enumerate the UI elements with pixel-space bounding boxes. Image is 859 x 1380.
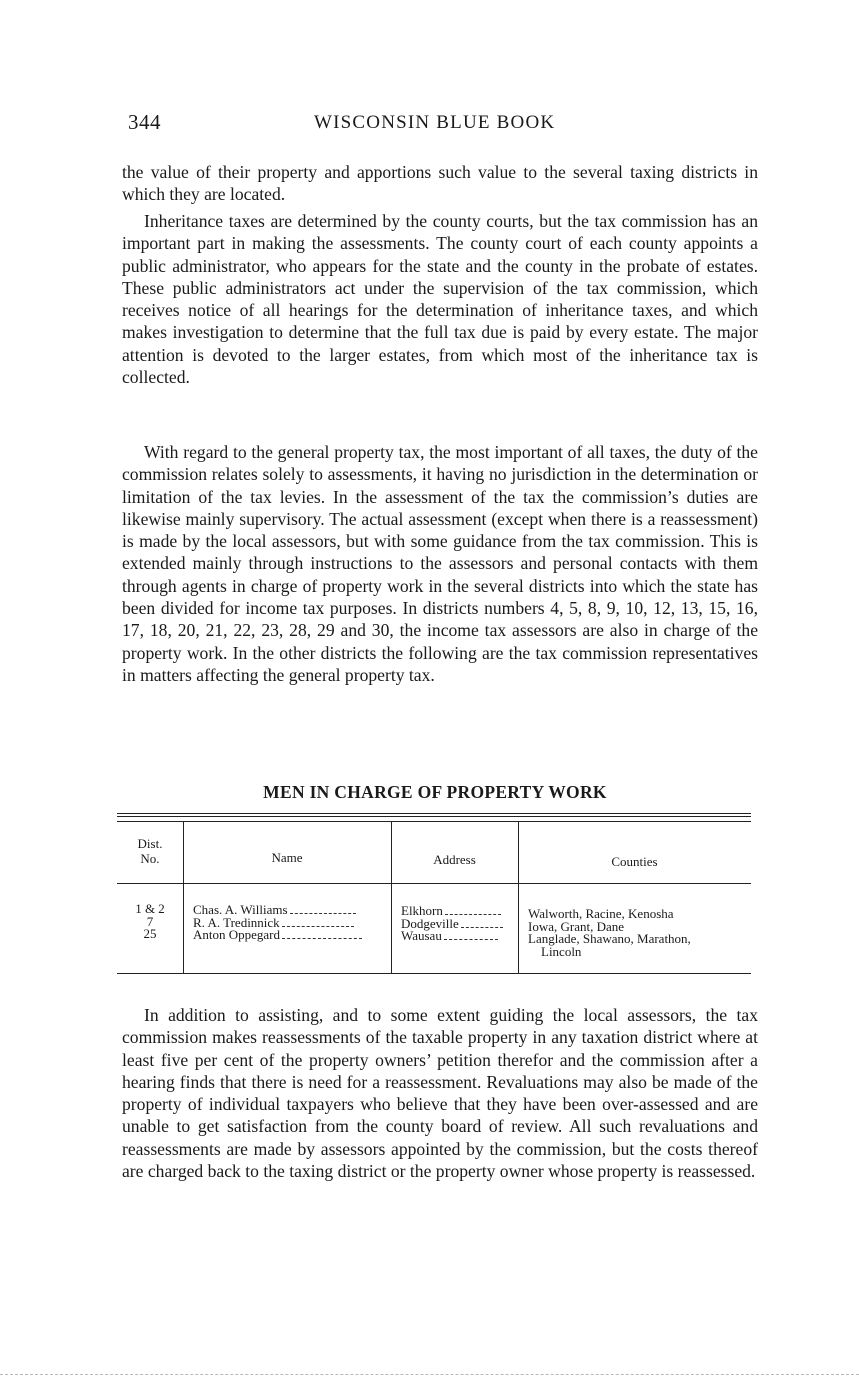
paragraph-reassessments: In addition to assisting, and to some extent guiding the local assessors, the tax commission makes reassessments of the taxable property in any taxation district where at least five per cent of the property owners’ petition therefor and the commission after a hearing finds that there is need for a reassessment. Revaluations may also be made of the property of individual taxpayers who believe that they have been over-assessed and are unable to get satisfaction from the county board of review. All such revaluations and reassessments are made by assessors appointed by the commission, but the costs thereof are charged back to the taxing district or the property owner whose property is reassessed. xyxy=(122,1005,758,1182)
paragraph-inheritance-taxes: Inheritance taxes are determined by the county courts, but the tax commission has an important part in making the assessments. The county court of each county appoints a public administrator, who appears for the state and the county in the probate of estates. These public administrators act under the supervision of the tax commission, which receives notice of all hearings for the determination of inheritance taxes, and which makes investigation to determine that the full tax due is paid by every estate. The major attention is devoted to the larger estates, from which most of the inheritance tax is collected. xyxy=(122,211,758,388)
table-top-rule-1 xyxy=(117,813,751,814)
column-divider-3 xyxy=(518,821,519,973)
counties-cell: Walworth, Racine, Kenosha xyxy=(528,906,674,921)
header-dist-line2: No. xyxy=(140,851,160,866)
header-counties: Counties xyxy=(611,854,658,869)
dot-leader xyxy=(461,927,503,928)
table-row-address xyxy=(401,930,503,943)
name-cell: R. A. Tredinnick xyxy=(193,914,280,930)
dot-leader xyxy=(290,913,356,914)
paragraph-general-property-tax: With regard to the general property tax, the most important of all taxes, the duty of the commission relates solely to assessments, it having no jurisdiction in the determination or limitation of the tax levies. In the assessment of the tax the commission’s duties are likewise mainly supervisory. The actual assessment (except when there is a reassessment) is made by the local assessors, but with some guidance from the tax commission. This is extended mainly through instructions to the assessors and personal contacts with them through agents in charge of property work in the several districts into which the state has been divided for income tax purposes. In districts numbers 4, 5, 8, 9, 10, 12, 13, 15, 16, 17, 18, 20, 21, 22, 23, 28, 29 and 30, the income tax assessors are also in charge of the property work. In the other districts the following are the tax commission representatives in matters affecting the general property tax. xyxy=(122,442,758,685)
address-cell: Wausau xyxy=(401,928,442,943)
counties-cell: Langlade, Shawano, Marathon, xyxy=(528,931,691,946)
dist-cell: 1 & 2 xyxy=(135,901,165,916)
counties-cell: Iowa, Grant, Dane xyxy=(528,918,625,934)
header-address: Address xyxy=(433,852,476,867)
page-bottom-edge xyxy=(0,1374,859,1375)
dist-column xyxy=(117,903,183,941)
book-title: WISCONSIN BLUE BOOK xyxy=(314,112,556,133)
header-name: Name xyxy=(271,850,303,865)
table-row-name xyxy=(193,929,362,942)
header-dist-no xyxy=(117,836,183,866)
counties-column xyxy=(528,908,691,958)
name-cell: Chas. A. Williams xyxy=(193,902,288,917)
name-cell: Anton Oppegard xyxy=(193,927,281,942)
counties-cell-continuation: Lincoln xyxy=(541,943,582,959)
property-work-table xyxy=(117,813,751,979)
table-header-rule xyxy=(117,883,751,884)
table-bottom-rule xyxy=(117,973,751,974)
address-column xyxy=(401,905,503,943)
header-dist-line1: Dist. xyxy=(137,836,163,851)
dot-leader xyxy=(444,939,498,940)
name-column xyxy=(193,904,362,942)
column-divider-2 xyxy=(391,821,392,973)
column-divider-1 xyxy=(183,821,184,973)
table-title: MEN IN CHARGE OF PROPERTY WORK xyxy=(263,782,607,802)
dot-leader xyxy=(282,938,362,939)
running-head xyxy=(128,110,758,138)
dist-cell: 7 xyxy=(146,913,154,929)
dot-leader xyxy=(282,926,354,927)
table-top-rule-3 xyxy=(117,821,751,822)
paragraph-property-apportionment: the value of their property and apportions such value to the several taxing districts in which they are located. xyxy=(122,162,758,205)
address-cell: Dodgeville xyxy=(401,915,459,931)
page-number: 344 xyxy=(128,110,161,134)
table-top-rule-2 xyxy=(117,816,751,817)
dist-cell: 25 xyxy=(143,926,157,941)
address-cell: Elkhorn xyxy=(401,903,443,918)
